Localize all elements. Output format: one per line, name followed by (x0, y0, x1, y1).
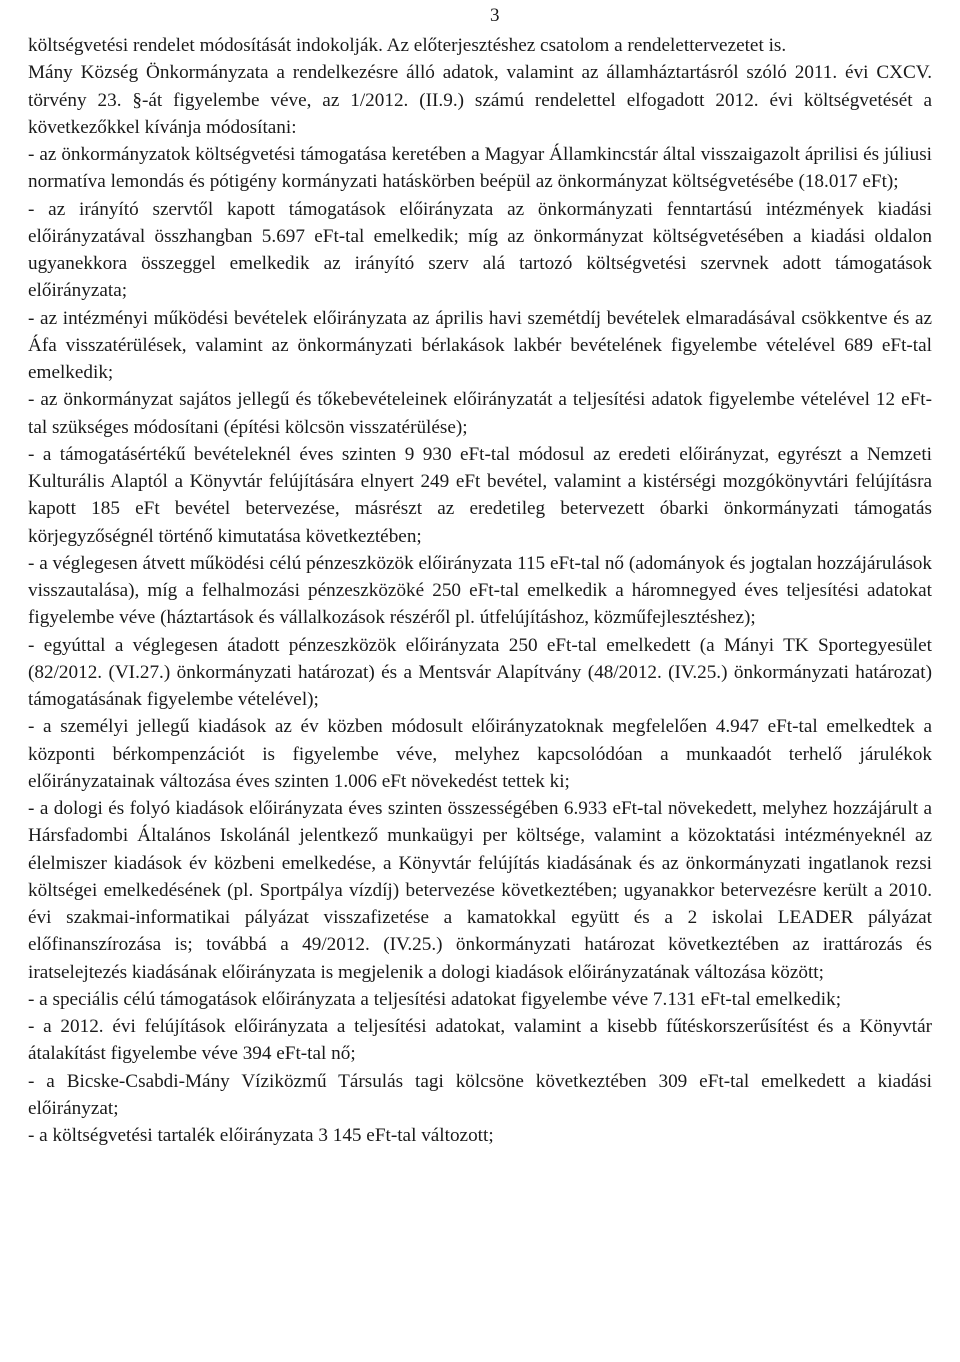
context-paragraph: Mány Község Önkormányzata a rendelkezésre álló adatok, valamint az államháztartásról szóló 2011. évi CXCV. törvény 23. §-át figyelembe véve, az 1/2012. (II.9.) számú rendelettel elfogadott 2012. évi költségvetését a következőkkel kívánja módosítani: (28, 62, 932, 138)
list-item: - az önkormányzat sajátos jellegű és tőkebevételeinek előirányzatát a teljesítési adatok figyelembe vételével 12 eFt-tal szükséges módosítani (építési kölcsön visszatérülése); (28, 389, 932, 438)
list-item: - a dologi és folyó kiadások előirányzata éves szinten összességében 6.933 eFt-tal növekedett, melyhez hozzájárult a Hársfadombi Általános Iskolánál jelentkező munkaügyi per költsége, valamint a közoktatási intézményeknél az élelmiszer kiadások év közbeni emelkedése, a Könyvtár felújítás kiadásának és az önkormányzati ingatlanok rezsi költségei emelkedésének (pl. Sportpálya vízdíj) betervezése következtében; ugyanakkor betervezésre került a 2010. évi szakmai-informatikai pályázat visszafizetése a kamatokkal együtt és a 2 iskolai LEADER pályázat előfinanszírozása is; továbbá a 49/2012. (IV.25.) önkormányzati határozat következtében az irattározás és iratselejtezés kiadásának előirányzata is megjelenik a dologi kiadások előirányzatának változása között; (28, 798, 932, 983)
list-item: - a 2012. évi felújítások előirányzata a teljesítési adatokat, valamint a kisebb fűtéskorszerűsítést és a Könyvtár átalakítást figyelembe véve 394 eFt-tal nő; (28, 1016, 932, 1065)
list-item: - az önkormányzatok költségvetési támogatása keretében a Magyar Államkincstár által visszaigazolt áprilisi és júliusi normatíva lemondás és pótigény kormányzati hatáskörben beépül az önkormányzat költségvetésébe (18.017 eFt); (28, 144, 932, 193)
list-item: - a személyi jellegű kiadások az év közben módosult előirányzatoknak megfelelően 4.947 eFt-tal emelkedtek a központi bérkompenzációt is figyelembe véve, melyhez kapcsolódóan a munkaadót terhelő járulékok előirányzatainak változása éves szinten 1.006 eFt növekedést tettek ki; (28, 716, 932, 792)
list-item: - egyúttal a véglegesen átadott pénzeszközök előirányzata 250 eFt-tal emelkedett (a Mányi TK Sportegyesület (82/2012. (VI.27.) önkormányzati határozat) és a Mentsvár Alapítvány (48/2012. (IV.25.) önkormányzati határozat) támogatásának figyelembe vételével); (28, 634, 932, 710)
list-item: - a speciális célú támogatások előirányzata a teljesítési adatokat figyelembe véve 7.131 eFt-tal emelkedik; (28, 988, 842, 1010)
list-item: - a költségvetési tartalék előirányzata 3 145 eFt-tal változott; (28, 1125, 494, 1146)
page-number: 3 (490, 5, 500, 26)
list-item: - az irányító szervtől kapott támogatások előirányzata az önkormányzati fenntartású intézmények kiadási előirányzatával összhangban 5.697 eFt-tal emelkedik; míg az önkormányzat költségvetésében a kiadási oldalon ugyanekkora összeggel emelkedik az irányító szerv alá tartozó költségvetési szervnek adott támogatások előirányzata; (28, 198, 932, 302)
document-body (28, 32, 932, 1149)
list-item: - a Bicske-Csabdi-Mány Víziközmű Társulás tagi kölcsöne következtében 309 eFt-tal emelkedett a kiadási előirányzat; (28, 1070, 932, 1119)
list-item: - a támogatásértékű bevételeknél éves szinten 9 930 eFt-tal módosul az eredeti előirányzat, egyrészt a Nemzeti Kulturális Alaptól a Könyvtár felújítására elnyert 249 eFt bevétel, valamint a kistérségi mozgókönyvtári felújításra kapott 185 eFt bevétel betervezése, másrészt az eredetileg betervezett óbarki önkormányzati támogatás körjegyzőségnél történő kimutatása következtében; (28, 443, 932, 547)
intro-paragraph: költségvetési rendelet módosítását indokolják. Az előterjesztéshez csatolom a rendelettervezetet is. (28, 35, 787, 56)
list-item: - az intézményi működési bevételek előirányzata az április havi szemétdíj bevételek elmaradásával csökkentve és az Áfa visszatérülések, valamint az önkormányzati bérlakások lakbér bevételének figyelembe vételével 689 eFt-tal emelkedik; (28, 307, 932, 383)
list-item: - a véglegesen átvett működési célú pénzeszközök előirányzata 115 eFt-tal nő (adományok és jogtalan hozzájárulások visszautalása), míg a felhalmozási pénzeszközöké 250 eFt-tal emelkedik a háromnegyed éves teljesítési adatokat figyelembe véve (háztartások és vállalkozások részéről pl. útfelújításhoz, közműfejlesztéshez); (28, 552, 932, 629)
